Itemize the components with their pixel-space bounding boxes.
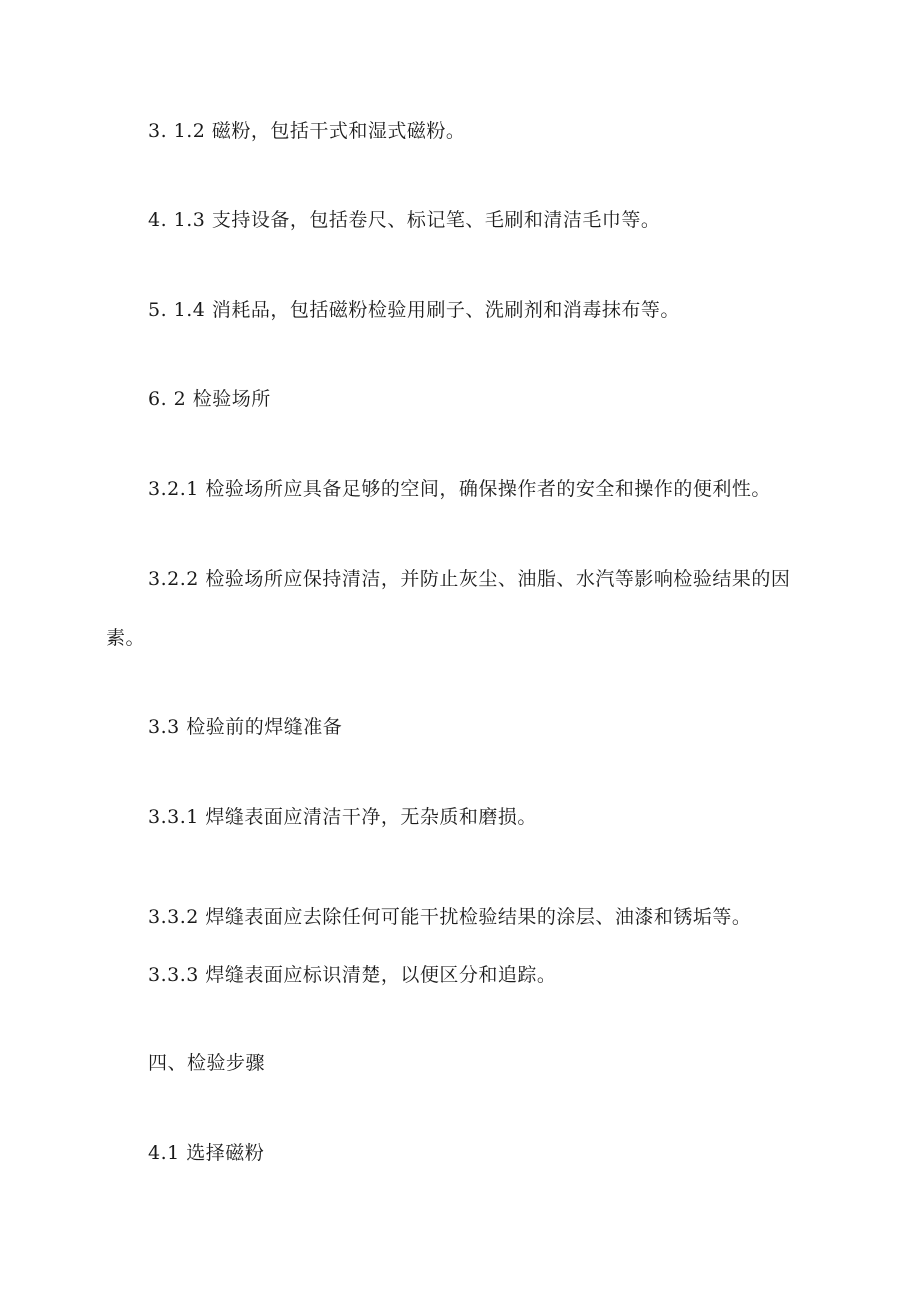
section-heading-4-1: 4.1 选择磁粉	[148, 1142, 265, 1164]
paragraph-3-2-2: 3.2.2 检验场所应保持清洁，并防止灰尘、油脂、水汽等影响检验结果的因	[148, 568, 791, 590]
section-heading-6-2: 6. 2 检验场所	[148, 388, 271, 410]
paragraph-3-3-2: 3.3.2 焊缝表面应去除任何可能干扰检验结果的涂层、油漆和锈垢等。	[148, 906, 752, 928]
paragraph-3-3-3: 3.3.3 焊缝表面应标识清楚，以便区分和追踪。	[148, 964, 557, 986]
section-heading-3-3: 3.3 检验前的焊缝准备	[148, 716, 343, 738]
paragraph-3-1-2: 3. 1.2 磁粉，包括干式和湿式磁粉。	[148, 120, 466, 142]
paragraph-3-3-1: 3.3.1 焊缝表面应清洁干净，无杂质和磨损。	[148, 806, 537, 828]
paragraph-3-2-1: 3.2.1 检验场所应具备足够的空间，确保操作者的安全和操作的便利性。	[148, 478, 771, 500]
paragraph-3-2-2-continuation: 素。	[106, 627, 146, 649]
paragraph-5-1-4: 5. 1.4 消耗品，包括磁粉检验用刷子、洗刷剂和消毒抹布等。	[148, 299, 680, 321]
chapter-heading-4: 四、检验步骤	[148, 1052, 266, 1074]
paragraph-4-1-3: 4. 1.3 支持设备，包括卷尺、标记笔、毛刷和清洁毛巾等。	[148, 209, 661, 231]
